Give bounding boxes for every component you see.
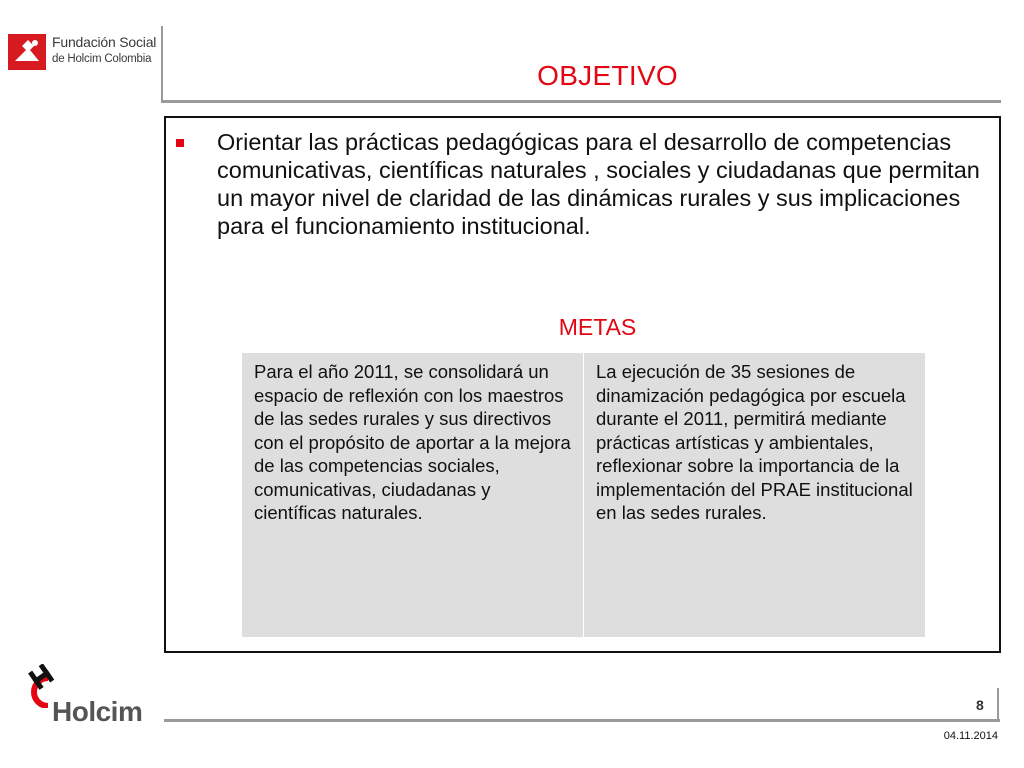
brand-name: Holcim (52, 696, 143, 727)
org-name-line1: Fundación Social (52, 34, 157, 50)
header-vertical-divider (161, 26, 163, 102)
metas-heading: METAS (558, 314, 637, 340)
header-horizontal-divider (161, 100, 1001, 103)
footer-vertical-divider (997, 688, 999, 721)
fundacion-social-logo-icon (8, 34, 48, 72)
square-bullet-icon (176, 139, 184, 147)
metas-cell-pedagogical-sessions: La ejecución de 35 sesiones de dinamización pedagógica por escuela durante el 2011, permitirá mediante prácticas artísticas y ambientales, reflexionar sobre la importancia de la implementación del PRAE institucional en las sedes rurales. (584, 353, 926, 638)
table-row (242, 353, 926, 638)
content-box (164, 116, 1001, 653)
org-name-line2: de Holcim Colombia (52, 53, 152, 65)
footer-horizontal-divider (164, 719, 1000, 722)
metas-table (241, 352, 926, 638)
page-number: 8 (976, 697, 984, 713)
holcim-logo (26, 664, 156, 730)
footer-date: 04.11.2014 (943, 730, 998, 742)
fundacion-social-logo (8, 30, 158, 74)
objective-text: Orientar las prácticas pedagógicas para el desarrollo de competencias comunicativas, científicas naturales , sociales y ciudadanas que permitan un mayor nivel de claridad de las dinámicas rurales y sus implicaciones para el funcionamiento institucional. (217, 129, 980, 239)
metas-cell-reflection-space: Para el año 2011, se consolidará un espacio de reflexión con los maestros de las sedes rurales y sus directivos con el propósito de aportar a la mejora de las competencias sociales, comunicativas, ciudadanas y científicas naturales. (242, 353, 584, 638)
slide-title: OBJETIVO (537, 60, 678, 91)
organization-name (52, 34, 156, 68)
